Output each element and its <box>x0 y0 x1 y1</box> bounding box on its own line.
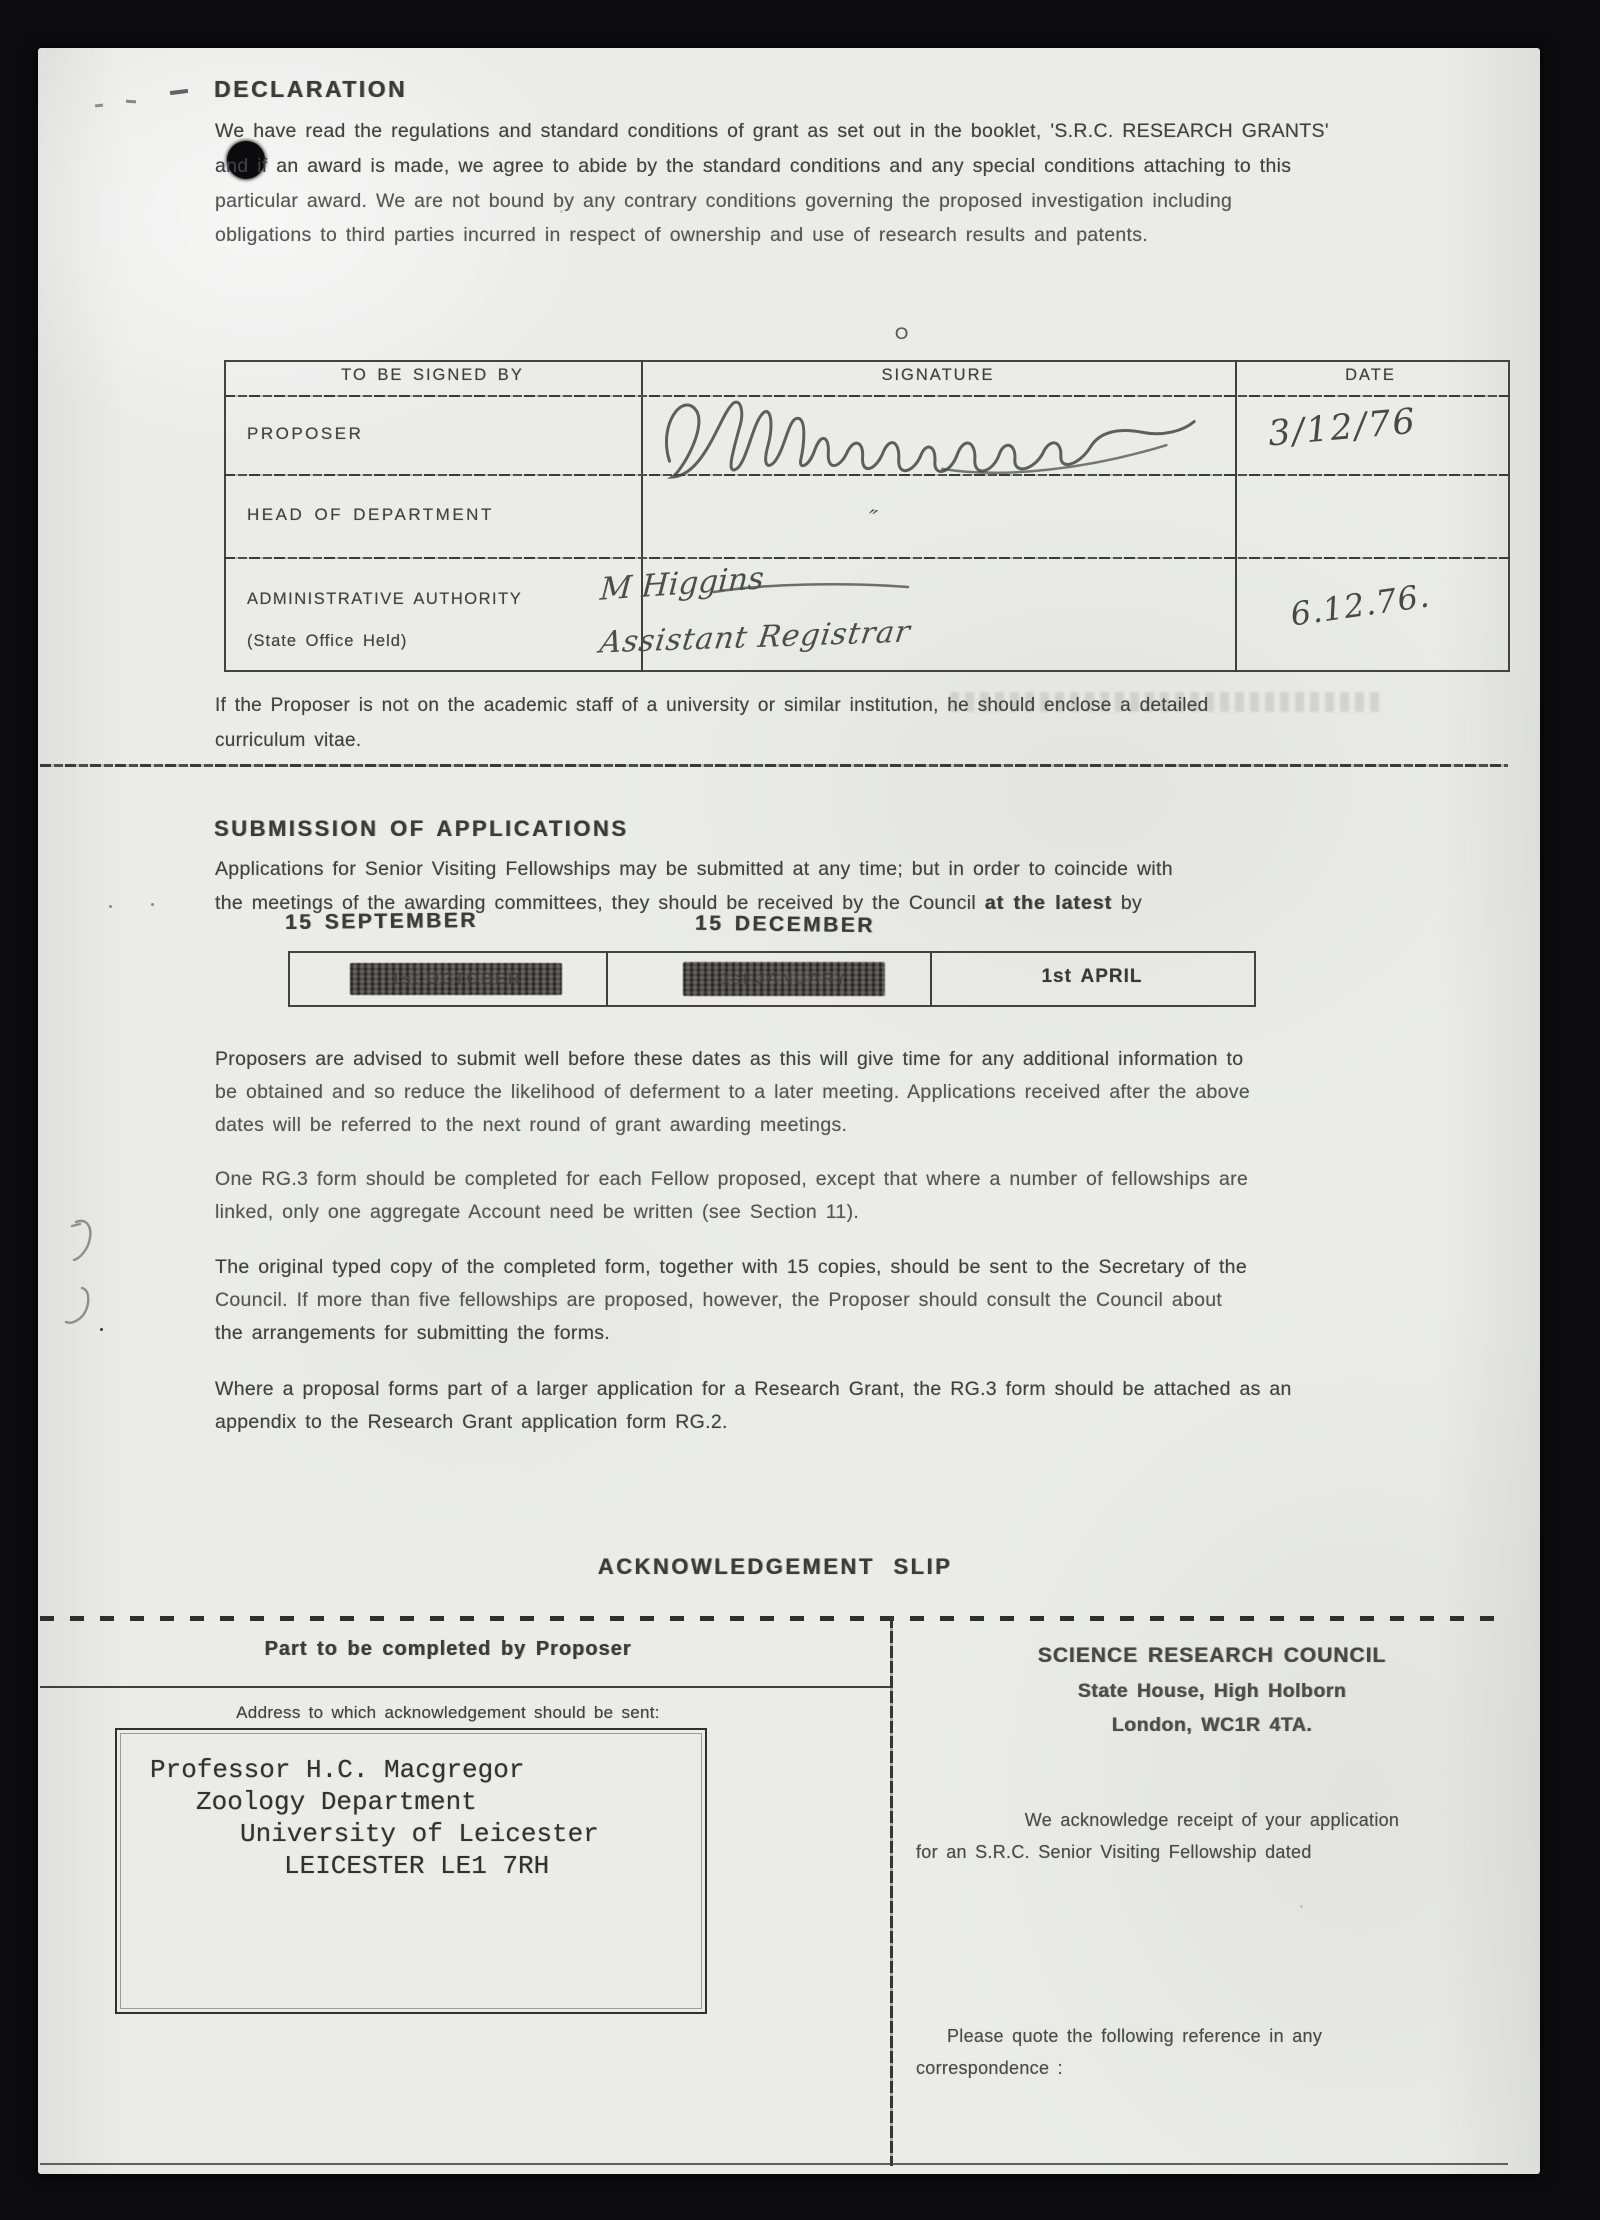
paragraph-line: Proposers are advised to submit well before these dates as this will give time for any additional information to <box>215 1048 1244 1070</box>
org-name: SCIENCE RESEARCH COUNCIL <box>1037 1644 1387 1667</box>
receipt-line2: for an S.R.C. Senior Visiting Fellowship dated <box>916 1842 1312 1862</box>
reference-line1: Please quote the following reference in any <box>947 2026 1323 2046</box>
table-header-signed-by: TO BE SIGNED BY <box>341 366 524 384</box>
paragraph-line: appendix to the Research Grant application form RG.2. <box>215 1411 728 1433</box>
row-label-head-of-department: HEAD OF DEPARTMENT <box>247 505 494 524</box>
receipt-line1: We acknowledge receipt of your application <box>1024 1810 1400 1830</box>
address-line: LEICESTER LE1 7RH <box>284 1851 550 1881</box>
pencil-mark <box>126 100 136 104</box>
slip-bottom-line <box>40 2163 1508 2165</box>
row-label-proposer: PROPOSER <box>247 424 364 443</box>
slip-left-header: Part to be completed by Proposer <box>264 1638 632 1660</box>
paragraph-line: Where a proposal forms part of a larger application for a Research Grant, the RG.3 form should be attached as an <box>215 1378 1292 1400</box>
declaration-line: obligations to third parties incurred in respect of ownership and use of research results and patents. <box>215 224 1148 246</box>
intro-line2-post: by <box>1112 892 1143 914</box>
pencil-squiggle <box>62 1212 107 1337</box>
table-header-signature: SIGNATURE <box>881 366 995 384</box>
org-address-line2: London, WC1R 4TA. <box>1111 1714 1313 1736</box>
proposer-date: 3/12/76 <box>1266 401 1419 455</box>
intro-line2-stamped: at the latest <box>984 892 1113 914</box>
ink-ghosting <box>950 692 1380 712</box>
cv-note-line: If the Proposer is not on the academic staff of a university or similar institution, he should enclose a detailed <box>215 695 1209 716</box>
ditto-mark: ″ <box>865 504 880 534</box>
table-row-divider <box>224 557 1510 559</box>
admin-date: 6.12.76. <box>1288 576 1433 634</box>
address-label: Address to which acknowledgement should be sent: <box>236 1703 660 1722</box>
declaration-line: We have read the regulations and standard conditions of grant as set out in the booklet, 'S.R.C. RESEARCH GRANTS' <box>215 120 1329 142</box>
declaration-heading-text: DECLARATION <box>214 76 408 102</box>
address-line: University of Leicester <box>240 1819 599 1849</box>
obliterated-text: 1st OCTOBER <box>390 969 522 988</box>
declaration-line: and if an award is made, we agree to abide by the standard conditions and any special conditions attaching to this <box>215 155 1292 177</box>
obliterated-deadline-october <box>350 963 562 995</box>
row-label-administrative-authority: ADMINISTRATIVE AUTHORITY <box>247 590 523 608</box>
dust-speck <box>151 903 154 906</box>
submission-heading <box>214 816 628 842</box>
declaration-line: particular award. We are not bound by any contrary conditions governing the proposed investigation including <box>215 190 1233 212</box>
signature-flourish <box>712 580 912 596</box>
dust-speck <box>560 210 563 213</box>
pencil-dot <box>100 1328 103 1331</box>
slip-left-header-underline <box>40 1686 890 1688</box>
paragraph-line: linked, only one aggregate Account need be written (see Section 11). <box>215 1201 860 1223</box>
paragraph-line: the arrangements for submitting the forms. <box>215 1322 611 1344</box>
obliterated-deadline-january <box>683 962 885 996</box>
dust-speck <box>109 905 112 908</box>
obliterated-text: 1st JANUARY <box>720 969 848 988</box>
table-column-divider <box>1235 360 1237 672</box>
perforation-line <box>40 764 1508 767</box>
reference-line2: correspondence : <box>916 2058 1063 2078</box>
dust-speck <box>1300 1905 1303 1908</box>
stamped-date-december: 15 DECEMBER <box>694 911 876 938</box>
stamped-date-september: 15 SEPTEMBER <box>284 908 479 935</box>
deadline-column-divider <box>606 951 608 1007</box>
admin-signature-title: Assistant Registrar <box>597 614 913 661</box>
row-sublabel-state-office-held: (State Office Held) <box>247 632 408 650</box>
declaration-heading <box>214 76 407 103</box>
admin-signature-name: M Higgins <box>598 560 766 608</box>
slip-vertical-divider <box>890 1616 893 2166</box>
paragraph-line: be obtained and so reduce the likelihood of deferment to a later meeting. Applications received after the above <box>215 1081 1250 1103</box>
slip-perforation-line <box>40 1616 1508 1621</box>
table-header-date: DATE <box>1345 366 1396 384</box>
cv-note-line: curriculum vitae. <box>215 730 362 751</box>
address-line: Professor H.C. Macgregor <box>150 1755 525 1785</box>
submission-intro-line1: Applications for Senior Visiting Fellowships may be submitted at any time; but in order to coincide with <box>215 858 1173 880</box>
paragraph-line: The original typed copy of the completed form, together with 15 copies, should be sent to the Secretary of the <box>215 1256 1247 1278</box>
org-address-line1: State House, High Holborn <box>1077 1680 1347 1702</box>
intro-line2-pre: the meetings of the awarding committees, they should be received by the Council <box>215 892 985 914</box>
deadline-april: 1st APRIL <box>1041 966 1143 987</box>
stray-mark: O <box>895 324 909 343</box>
paragraph-line: Council. If more than five fellowships are proposed, however, the Proposer should consult the Council about <box>215 1289 1223 1311</box>
acknowledgement-slip-title: ACKNOWLEDGEMENT SLIP <box>597 1554 953 1579</box>
paragraph-line: dates will be referred to the next round of grant awarding meetings. <box>215 1114 848 1136</box>
paragraph-line: One RG.3 form should be completed for each Fellow proposed, except that where a number of fellowships are <box>215 1168 1249 1190</box>
address-line: Zoology Department <box>196 1787 477 1817</box>
submission-heading-text: SUBMISSION OF APPLICATIONS <box>214 816 629 841</box>
